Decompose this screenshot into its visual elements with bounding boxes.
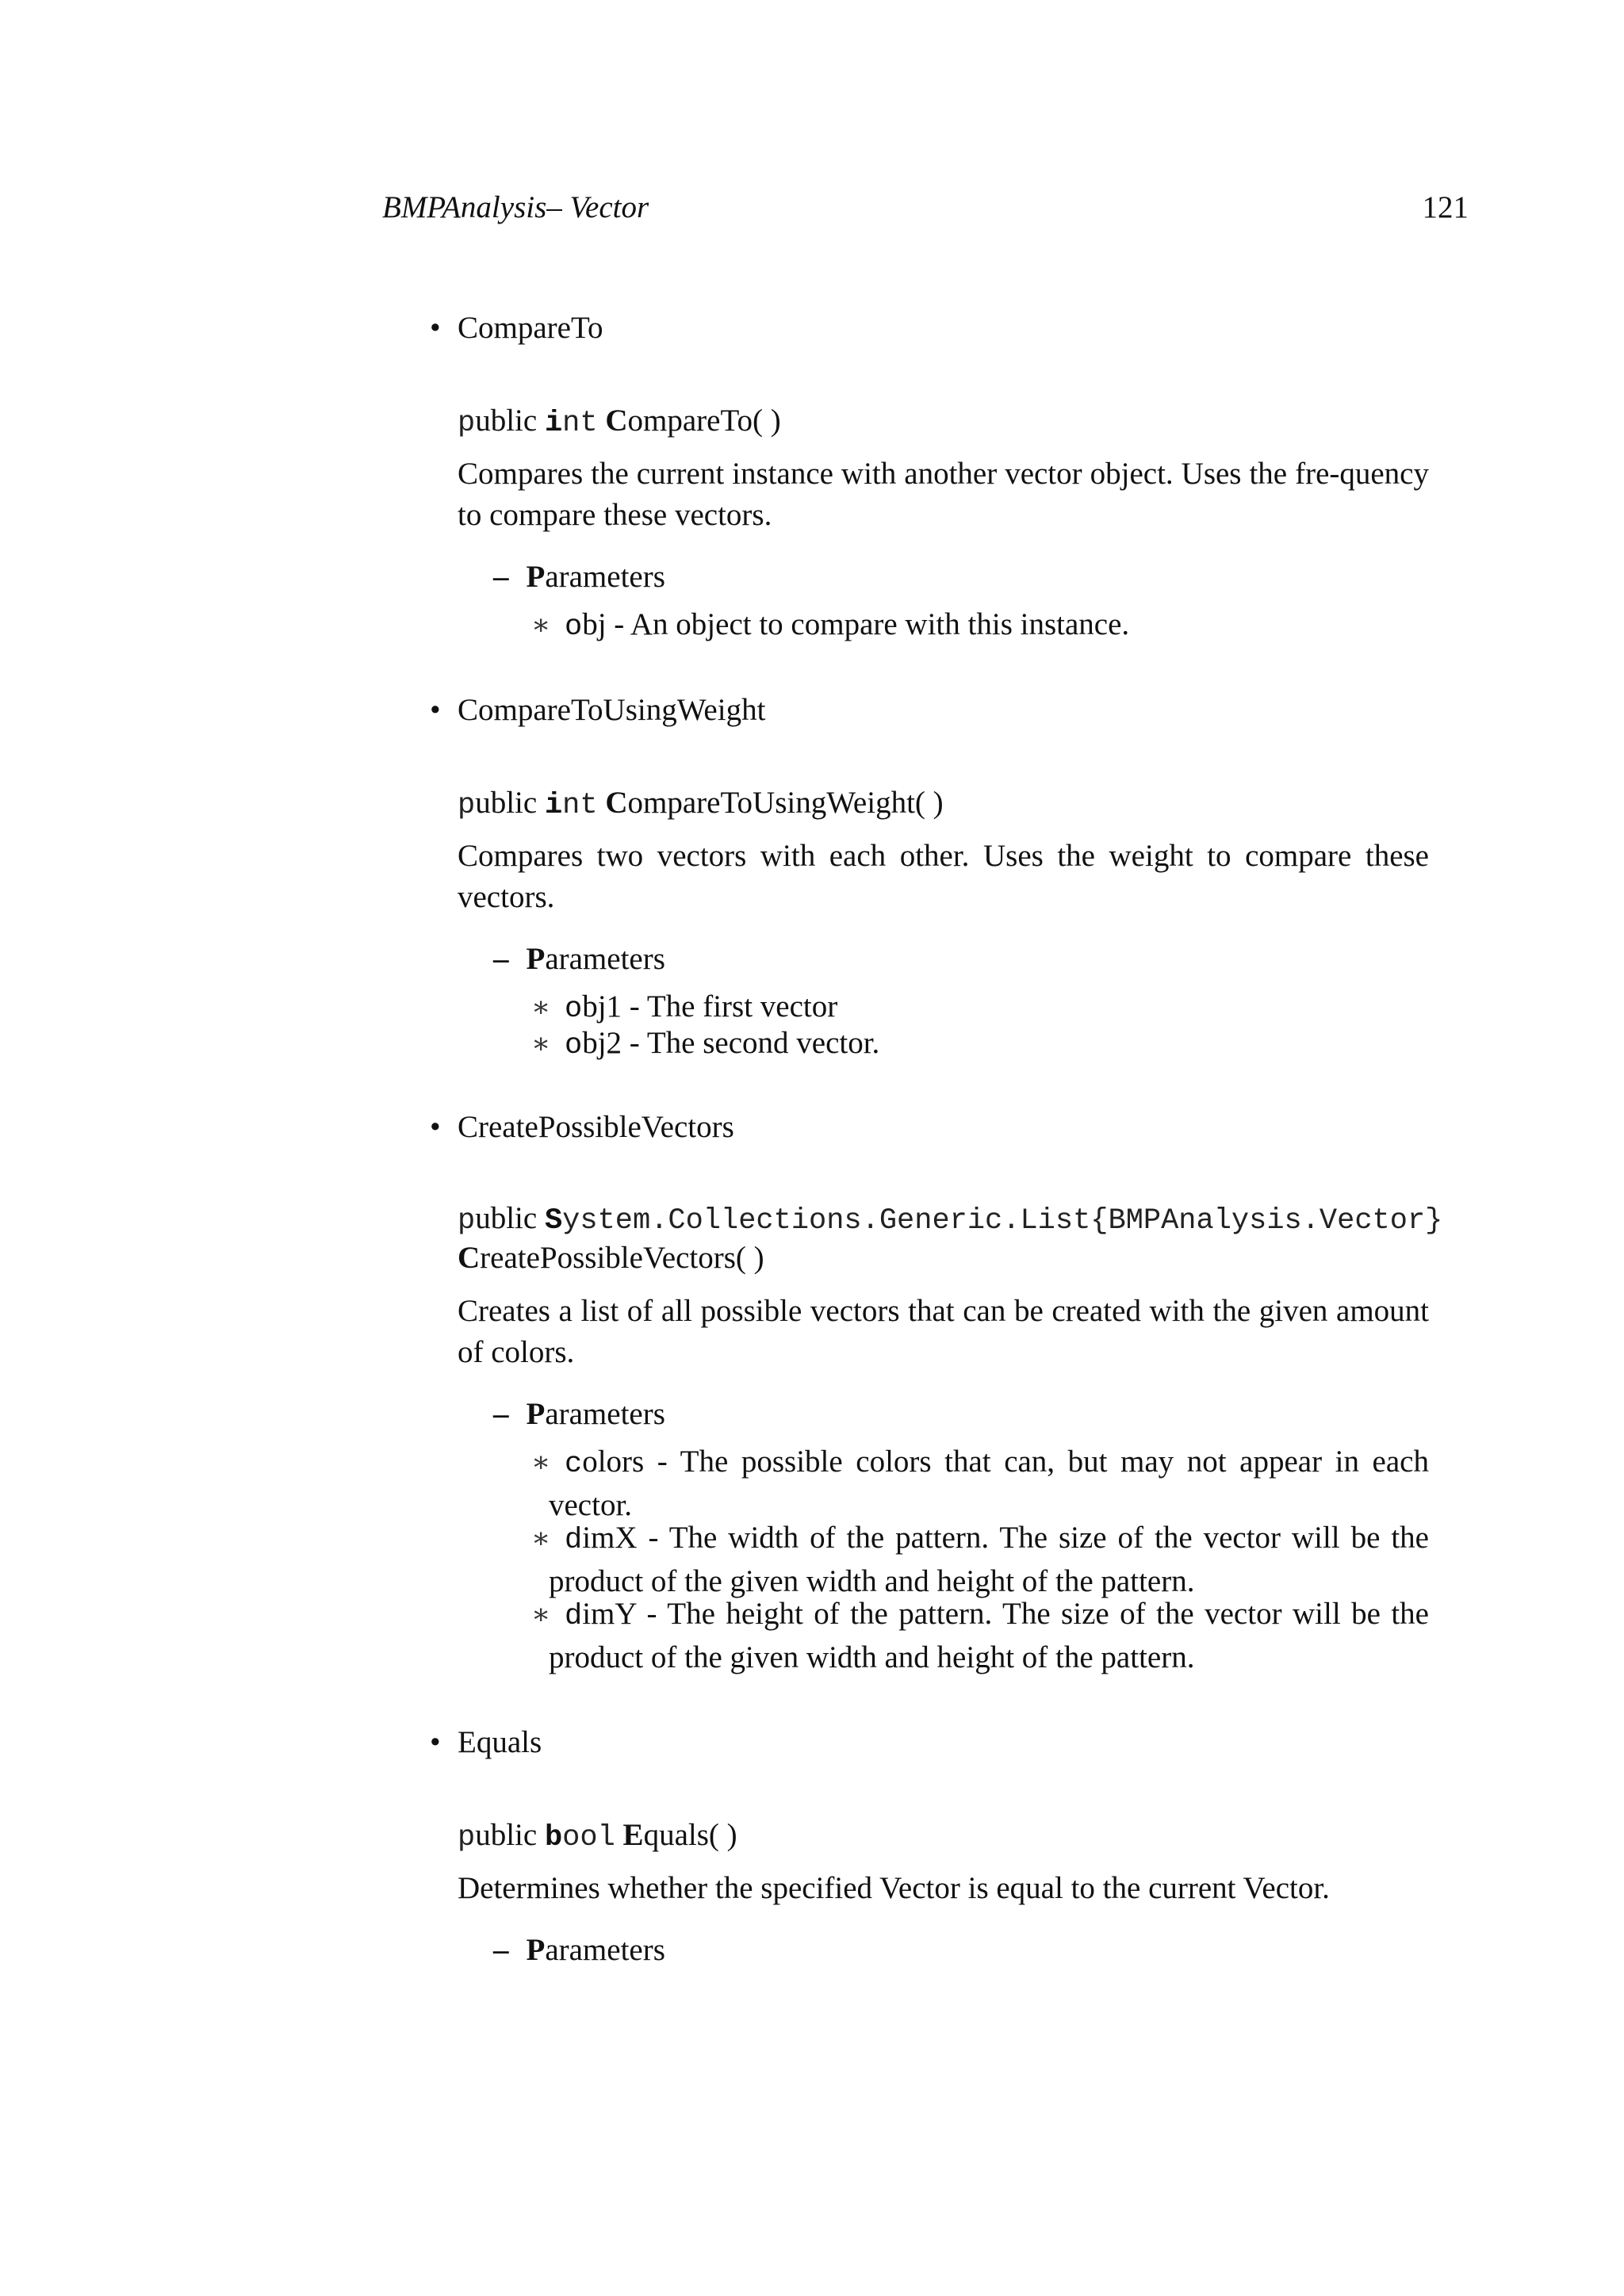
page-number: 121 — [1422, 190, 1469, 224]
asterisk-icon: ∗ — [531, 1598, 551, 1630]
method-signature-continued: CreatePossibleVectors( ) — [458, 1241, 764, 1275]
method-description: Compares the current instance with another vector object. Uses the fre-quency to compare these vectors. — [458, 457, 1429, 532]
asterisk-icon: ∗ — [531, 609, 551, 641]
method-title: Equals — [458, 1725, 542, 1759]
asterisk-icon: ∗ — [531, 991, 551, 1023]
asterisk-icon: ∗ — [531, 1446, 551, 1478]
method-title: CompareToUsingWeight — [458, 693, 766, 727]
method-title: CompareTo — [458, 311, 603, 345]
bullet-icon: • — [430, 693, 441, 727]
method-signature: public System.Collections.Generic.List{BMPAnalysis.Vector} — [458, 1201, 1443, 1238]
method-title: CreatePossibleVectors — [458, 1110, 734, 1144]
parameter-item: ∗ dimY - The height of the pattern. The size of the vector will be the product of the given width and height of the pattern. — [549, 1594, 1429, 1678]
method-description: Determines whether the specified Vector is equal to the current Vector. — [458, 1871, 1330, 1905]
asterisk-icon: ∗ — [531, 1027, 551, 1059]
dash-icon: – — [493, 942, 509, 976]
parameters-heading: – Parameters — [493, 942, 665, 976]
parameter-item: ∗ dimX - The width of the pattern. The size of the vector will be the product of the given width and height of the pattern. — [549, 1517, 1429, 1602]
bullet-icon: • — [430, 1725, 441, 1759]
dash-icon: – — [493, 1933, 509, 1967]
method-description: Compares two vectors with each other. Uses the weight to compare these vectors. — [458, 839, 1429, 914]
bullet-icon: • — [430, 1110, 441, 1144]
bullet-icon: • — [430, 311, 441, 345]
parameters-heading: – Parameters — [493, 560, 665, 594]
parameter-item: ∗ obj - An object to compare with this instance. — [549, 604, 1429, 648]
method-signature: public int CompareTo( ) — [458, 404, 781, 440]
parameter-item: ∗ colors - The possible colors that can, but may not appear in each vector. — [549, 1441, 1429, 1526]
parameter-item: ∗ obj2 - The second vector. — [549, 1023, 1429, 1066]
method-description: Creates a list of all possible vectors that can be created with the given amount of colors. — [458, 1294, 1429, 1369]
parameters-heading: – Parameters — [493, 1397, 665, 1431]
asterisk-icon: ∗ — [531, 1522, 551, 1554]
header-title: BMPAnalysis– Vector — [382, 190, 649, 224]
dash-icon: – — [493, 560, 509, 594]
parameter-item: ∗ obj1 - The first vector — [549, 986, 1429, 1030]
dash-icon: – — [493, 1397, 509, 1431]
method-signature: public int CompareToUsingWeight( ) — [458, 786, 944, 822]
method-signature: public bool Equals( ) — [458, 1818, 737, 1854]
running-header — [382, 187, 1469, 228]
parameters-heading: – Parameters — [493, 1933, 665, 1967]
